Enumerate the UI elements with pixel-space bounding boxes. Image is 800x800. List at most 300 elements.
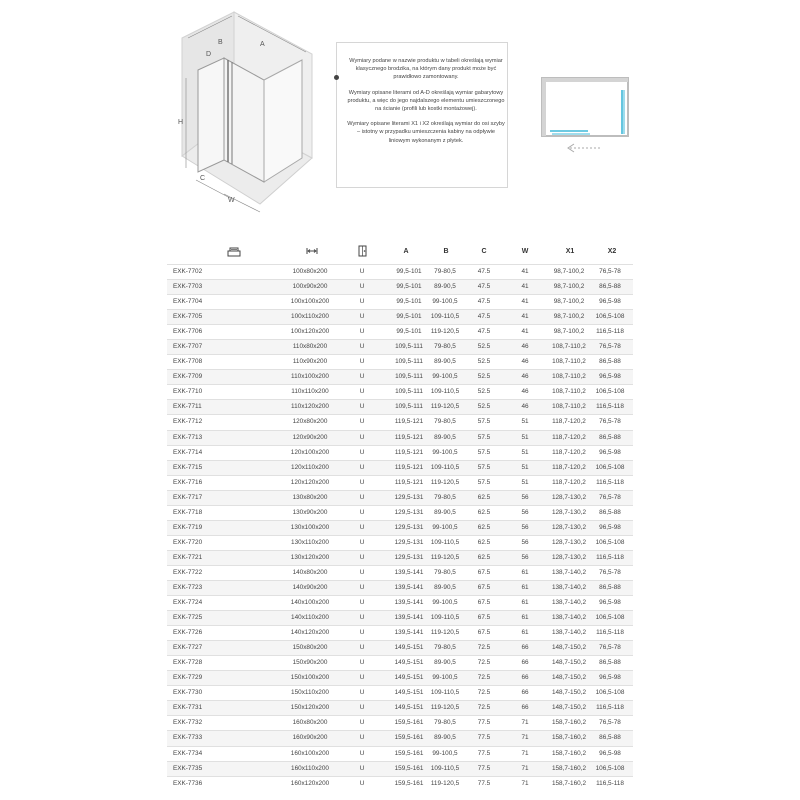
- dim-x2-cell: 116,5-118: [596, 478, 624, 486]
- door-type-cell: U: [359, 493, 365, 501]
- door-type-cell: U: [359, 433, 365, 441]
- dim-b-cell: 89-90,5: [434, 433, 456, 441]
- table-row: [167, 324, 633, 339]
- dim-c-cell: 57.5: [477, 418, 491, 426]
- dim-x2-cell: 106,5-108: [595, 463, 625, 471]
- tray-dimensions-cell: 160x110x200: [291, 764, 329, 772]
- dim-c-cell: 52.5: [477, 358, 491, 366]
- dim-b-cell: 119-120,5: [430, 704, 460, 712]
- notes-text: [347, 57, 505, 152]
- door-type-cell: U: [359, 719, 365, 727]
- tray-dimensions-cell: 160x90x200: [292, 734, 328, 742]
- dim-w-cell: 61: [521, 583, 529, 591]
- dim-c-cell: 52.5: [477, 343, 491, 351]
- door-type-cell: U: [359, 644, 365, 652]
- table-header: [167, 238, 633, 264]
- product-code-cell: EXK-7704: [173, 298, 203, 306]
- dim-c-cell: 67.5: [477, 583, 491, 591]
- dim-w-cell: 56: [521, 493, 529, 501]
- door-type-cell: U: [359, 614, 365, 622]
- tray-dimensions-cell: 100x100x200: [290, 298, 330, 306]
- dim-x2-cell: 86,5-88: [599, 358, 621, 366]
- dim-b-cell: 79-80,5: [434, 493, 456, 501]
- table-row: [167, 670, 633, 685]
- dim-x2-cell: 116,5-118: [596, 779, 624, 787]
- dim-b-cell: 79-80,5: [434, 268, 456, 275]
- dim-a-cell: 159,5-161: [394, 719, 424, 727]
- tray-dimensions-cell: 100x80x200: [292, 268, 328, 275]
- dim-x2-cell: 76,5-78: [599, 719, 621, 727]
- dim-c-cell: 67.5: [477, 568, 491, 576]
- dim-b-cell: 109-110,5: [430, 388, 460, 396]
- tray-dimensions-cell: 100x90x200: [292, 283, 328, 291]
- door-type-cell: U: [359, 659, 365, 667]
- dim-c-cell: 72.5: [477, 674, 491, 682]
- dim-a-cell: 159,5-161: [394, 749, 424, 757]
- dim-a-cell: 159,5-161: [394, 779, 424, 787]
- dim-c-cell: 72.5: [477, 644, 491, 652]
- header-x1: X1: [565, 247, 575, 255]
- dim-x1-cell: 158,7-160,2: [551, 764, 587, 772]
- dim-label-c: C: [200, 175, 206, 182]
- shower-enclosure-isometric-diagram: [172, 8, 322, 216]
- dim-a-cell: 149,5-151: [394, 674, 424, 682]
- dim-x1-cell: 118,7-120,2: [552, 478, 586, 486]
- dim-w-cell: 46: [521, 403, 529, 411]
- dim-c-cell: 47.5: [477, 328, 491, 336]
- shower-tray-icon: [227, 246, 241, 257]
- door-type-cell: U: [359, 463, 365, 471]
- table-row: [167, 685, 633, 700]
- tray-dimensions-cell: 130x80x200: [292, 493, 328, 501]
- dim-x2-cell: 116,5-118: [596, 328, 624, 336]
- dim-x2-cell: 76,5-78: [599, 268, 621, 275]
- table-row: [167, 505, 633, 520]
- dim-w-cell: 66: [521, 674, 529, 682]
- dim-a-cell: 119,5-121: [394, 433, 424, 441]
- dim-x1-cell: 118,7-120,2: [552, 418, 586, 426]
- door-type-cell: U: [359, 508, 365, 516]
- dim-a-cell: 109,5-111: [395, 343, 423, 351]
- product-code-cell: EXK-7724: [173, 599, 203, 607]
- table-row: [167, 399, 633, 414]
- table-row: [167, 430, 633, 445]
- door-type-cell: U: [359, 478, 365, 486]
- dim-w-cell: 61: [521, 614, 529, 622]
- table-row: [167, 460, 633, 475]
- dim-b-cell: 99-100,5: [432, 373, 458, 381]
- dim-c-cell: 67.5: [477, 599, 491, 607]
- table-row: [167, 339, 633, 354]
- dim-b-cell: 109-110,5: [430, 614, 460, 622]
- dim-x1-cell: 128,7-130,2: [551, 553, 587, 561]
- product-code-cell: EXK-7722: [173, 568, 203, 576]
- dim-a-cell: 119,5-121: [394, 478, 424, 486]
- door-type-cell: U: [359, 568, 365, 576]
- table-row: [167, 715, 633, 730]
- tray-dimensions-cell: 100x120x200: [290, 328, 330, 336]
- door-type-cell: U: [359, 268, 365, 275]
- dim-b-cell: 89-90,5: [434, 508, 456, 516]
- dim-w-cell: 66: [521, 689, 529, 697]
- dim-b-cell: 119-120,5: [430, 478, 460, 486]
- dim-w-cell: 41: [521, 268, 529, 275]
- product-code-cell: EXK-7729: [173, 674, 203, 682]
- dim-label-a: A: [260, 41, 265, 48]
- dimensions-table-body: [167, 264, 633, 791]
- dim-w-cell: 66: [521, 704, 529, 712]
- dim-x1-cell: 98,7-100,2: [553, 283, 585, 291]
- product-code-cell: EXK-7732: [173, 719, 203, 727]
- dim-x2-cell: 76,5-78: [599, 644, 621, 652]
- table-row: [167, 700, 633, 715]
- dim-x1-cell: 98,7-100,2: [553, 298, 585, 306]
- dim-c-cell: 47.5: [477, 298, 491, 306]
- dim-a-cell: 99,5-101: [396, 328, 422, 336]
- dim-b-cell: 99-100,5: [432, 674, 458, 682]
- product-code-cell: EXK-7735: [173, 764, 203, 772]
- door-type-cell: U: [359, 373, 365, 381]
- table-row: [167, 565, 633, 580]
- door-type-cell: U: [359, 629, 365, 637]
- dim-a-cell: 149,5-151: [394, 659, 424, 667]
- dim-w-cell: 71: [521, 734, 529, 742]
- dim-w-cell: 41: [521, 328, 529, 336]
- note-overall-dimensions: Wymiary opisane literami od A-D określają wymiar gabarytowy produktu, a więc do jego najdalszego elementu umieszczonego na ścianie (profili lub kostki montażowej).: [347, 89, 505, 113]
- tray-dimensions-cell: 150x110x200: [291, 689, 329, 697]
- header-x2: X2: [607, 247, 617, 255]
- dim-x1-cell: 138,7-140,2: [551, 629, 587, 637]
- dim-x2-cell: 96,5-98: [599, 298, 621, 306]
- dim-c-cell: 62.5: [477, 523, 491, 531]
- product-code-cell: EXK-7702: [173, 268, 203, 275]
- dim-c-cell: 67.5: [477, 614, 491, 622]
- dim-x1-cell: 148,7-150,2: [551, 689, 587, 697]
- dim-a-cell: 139,5-141: [394, 629, 424, 637]
- product-code-cell: EXK-7706: [173, 328, 203, 336]
- dim-x1-cell: 158,7-160,2: [551, 749, 587, 757]
- table-row: [167, 610, 633, 625]
- dim-a-cell: 149,5-151: [394, 689, 424, 697]
- dim-c-cell: 62.5: [477, 508, 491, 516]
- tray-dimensions-cell: 110x100x200: [291, 373, 329, 381]
- table-row: [167, 595, 633, 610]
- dim-a-cell: 129,5-131: [394, 493, 424, 501]
- dim-a-cell: 99,5-101: [396, 313, 422, 321]
- dim-x2-cell: 76,5-78: [599, 343, 621, 351]
- dim-c-cell: 57.5: [477, 463, 491, 471]
- tray-dimensions-cell: 130x110x200: [291, 538, 329, 546]
- dim-x2-cell: 116,5-118: [596, 629, 624, 637]
- tray-dimensions-cell: 160x100x200: [290, 749, 330, 757]
- product-code-cell: EXK-7703: [173, 283, 203, 291]
- dim-c-cell: 72.5: [477, 689, 491, 697]
- dim-w-cell: 41: [521, 298, 529, 306]
- dim-a-cell: 119,5-121: [394, 418, 424, 426]
- dim-b-cell: 79-80,5: [434, 719, 456, 727]
- product-code-cell: EXK-7716: [173, 478, 203, 486]
- dim-c-cell: 72.5: [477, 659, 491, 667]
- dim-b-cell: 89-90,5: [434, 283, 456, 291]
- table-row: [167, 445, 633, 460]
- table-row: [167, 414, 633, 429]
- product-code-cell: EXK-7723: [173, 583, 203, 591]
- door-icon: [358, 245, 367, 257]
- dim-b-cell: 109-110,5: [430, 463, 460, 471]
- product-code-cell: EXK-7721: [173, 553, 203, 561]
- dim-w-cell: 56: [521, 538, 529, 546]
- dim-x2-cell: 76,5-78: [599, 493, 621, 501]
- dim-w-cell: 41: [521, 313, 529, 321]
- dim-a-cell: 139,5-141: [394, 599, 424, 607]
- dim-b-cell: 89-90,5: [434, 659, 456, 667]
- product-code-cell: EXK-7719: [173, 523, 203, 531]
- tray-dimensions-cell: 110x120x200: [291, 403, 329, 411]
- product-code-cell: EXK-7728: [173, 659, 203, 667]
- dim-x1-cell: 158,7-160,2: [551, 734, 587, 742]
- dim-a-cell: 109,5-111: [395, 403, 423, 411]
- dim-x2-cell: 86,5-88: [599, 583, 621, 591]
- dim-c-cell: 47.5: [477, 268, 491, 275]
- dim-c-cell: 52.5: [477, 403, 491, 411]
- door-type-cell: U: [359, 448, 365, 456]
- door-type-cell: U: [359, 388, 365, 396]
- tray-dimensions-cell: 150x90x200: [292, 659, 328, 667]
- dim-x1-cell: 128,7-130,2: [551, 538, 587, 546]
- dim-x1-cell: 98,7-100,2: [553, 328, 585, 336]
- table-row: [167, 550, 633, 565]
- tray-dimensions-cell: 130x90x200: [292, 508, 328, 516]
- dim-x1-cell: 148,7-150,2: [551, 659, 587, 667]
- dim-a-cell: 109,5-111: [395, 373, 423, 381]
- dim-x1-cell: 108,7-110,2: [552, 358, 586, 366]
- door-type-cell: U: [359, 283, 365, 291]
- dim-b-cell: 99-100,5: [432, 298, 458, 306]
- dim-b-cell: 89-90,5: [434, 358, 456, 366]
- tray-dimensions-cell: 150x100x200: [290, 674, 330, 682]
- dim-a-cell: 129,5-131: [394, 538, 424, 546]
- dim-x1-cell: 138,7-140,2: [551, 599, 587, 607]
- door-type-cell: U: [359, 538, 365, 546]
- dim-b-cell: 109-110,5: [430, 313, 460, 321]
- top-view-plan-diagram: [540, 76, 632, 158]
- dim-b-cell: 109-110,5: [430, 764, 460, 772]
- dim-x1-cell: 138,7-140,2: [551, 614, 587, 622]
- door-type-cell: U: [359, 553, 365, 561]
- door-type-cell: U: [359, 343, 365, 351]
- dim-label-d: D: [206, 51, 212, 58]
- dim-b-cell: 119-120,5: [430, 779, 460, 787]
- door-type-cell: U: [359, 403, 365, 411]
- tray-dimensions-cell: 120x120x200: [290, 478, 330, 486]
- dim-x2-cell: 86,5-88: [599, 433, 621, 441]
- dim-b-cell: 89-90,5: [434, 583, 456, 591]
- product-code-cell: EXK-7715: [173, 463, 203, 471]
- tray-dimensions-cell: 140x100x200: [290, 599, 330, 607]
- product-code-cell: EXK-7712: [173, 418, 203, 426]
- door-type-cell: U: [359, 358, 365, 366]
- dim-a-cell: 149,5-151: [394, 704, 424, 712]
- dim-c-cell: 52.5: [477, 373, 491, 381]
- tray-dimensions-cell: 140x120x200: [290, 629, 330, 637]
- dim-x2-cell: 116,5-118: [596, 704, 624, 712]
- header-dimensions-col: [297, 238, 327, 264]
- door-type-cell: U: [359, 418, 365, 426]
- product-code-cell: EXK-7709: [173, 373, 203, 381]
- dim-w-cell: 51: [521, 418, 529, 426]
- product-code-cell: EXK-7718: [173, 508, 203, 516]
- dim-x2-cell: 96,5-98: [599, 373, 621, 381]
- tray-dimensions-cell: 150x80x200: [292, 644, 328, 652]
- product-code-cell: EXK-7710: [173, 388, 203, 396]
- door-type-cell: U: [359, 749, 365, 757]
- dim-c-cell: 47.5: [477, 313, 491, 321]
- bullet-marker-icon: [334, 75, 339, 80]
- dim-a-cell: 99,5-101: [396, 298, 422, 306]
- table-row: [167, 294, 633, 309]
- product-code-cell: EXK-7714: [173, 448, 203, 456]
- dim-x2-cell: 96,5-98: [599, 523, 621, 531]
- door-type-cell: U: [359, 764, 365, 772]
- table-row: [167, 475, 633, 490]
- dim-w-cell: 71: [521, 749, 529, 757]
- dim-b-cell: 79-80,5: [434, 418, 456, 426]
- dim-b-cell: 89-90,5: [434, 734, 456, 742]
- product-code-cell: EXK-7734: [173, 749, 203, 757]
- tray-dimensions-cell: 140x80x200: [292, 568, 328, 576]
- tray-dimensions-cell: 100x110x200: [291, 313, 329, 321]
- tray-dimensions-cell: 140x90x200: [292, 583, 328, 591]
- dim-b-cell: 79-80,5: [434, 568, 456, 576]
- table-row: [167, 730, 633, 745]
- table-row: [167, 580, 633, 595]
- door-type-cell: U: [359, 523, 365, 531]
- door-type-cell: U: [359, 734, 365, 742]
- dim-a-cell: 129,5-131: [394, 553, 424, 561]
- table-row: [167, 761, 633, 776]
- dim-w-cell: 46: [521, 343, 529, 351]
- dim-w-cell: 46: [521, 358, 529, 366]
- dim-w-cell: 66: [521, 644, 529, 652]
- dim-a-cell: 99,5-101: [396, 268, 422, 275]
- dim-x1-cell: 128,7-130,2: [551, 508, 587, 516]
- dim-c-cell: 67.5: [477, 629, 491, 637]
- dim-b-cell: 119-120,5: [430, 553, 460, 561]
- dim-x2-cell: 106,5-108: [595, 538, 625, 546]
- dim-x1-cell: 138,7-140,2: [551, 568, 587, 576]
- tray-dimensions-cell: 120x90x200: [292, 433, 328, 441]
- product-code-cell: EXK-7705: [173, 313, 203, 321]
- dim-w-cell: 41: [521, 283, 529, 291]
- dim-x2-cell: 106,5-108: [595, 689, 625, 697]
- door-type-cell: U: [359, 674, 365, 682]
- dim-x1-cell: 118,7-120,2: [552, 433, 586, 441]
- dim-w-cell: 66: [521, 659, 529, 667]
- tray-dimensions-cell: 110x90x200: [292, 358, 328, 366]
- dim-b-cell: 99-100,5: [432, 749, 458, 757]
- dim-w-cell: 46: [521, 373, 529, 381]
- dim-a-cell: 129,5-131: [394, 523, 424, 531]
- table-row: [167, 746, 633, 761]
- dim-w-cell: 56: [521, 508, 529, 516]
- dim-a-cell: 139,5-141: [394, 583, 424, 591]
- dim-b-cell: 109-110,5: [430, 538, 460, 546]
- product-code-cell: EXK-7730: [173, 689, 203, 697]
- table-row: [167, 354, 633, 369]
- dim-x2-cell: 76,5-78: [599, 568, 621, 576]
- product-code-cell: EXK-7708: [173, 358, 203, 366]
- dim-x2-cell: 76,5-78: [599, 418, 621, 426]
- dim-x2-cell: 106,5-108: [595, 313, 625, 321]
- dim-b-cell: 79-80,5: [434, 644, 456, 652]
- dim-w-cell: 61: [521, 599, 529, 607]
- header-c: C: [481, 247, 487, 255]
- product-code-cell: EXK-7733: [173, 734, 203, 742]
- dim-w-cell: 71: [521, 779, 529, 787]
- dim-a-cell: 109,5-111: [395, 358, 423, 366]
- table-row: [167, 264, 633, 279]
- dim-label-b: B: [218, 39, 223, 46]
- product-code-cell: EXK-7731: [173, 704, 203, 712]
- header-door-type-col: [347, 238, 377, 264]
- dim-c-cell: 62.5: [477, 538, 491, 546]
- dim-x2-cell: 116,5-118: [596, 553, 624, 561]
- dim-b-cell: 119-120,5: [430, 403, 460, 411]
- dim-a-cell: 129,5-131: [394, 508, 424, 516]
- dim-a-cell: 109,5-111: [395, 388, 423, 396]
- door-type-cell: U: [359, 313, 365, 321]
- dim-c-cell: 77.5: [477, 719, 491, 727]
- dim-w-cell: 61: [521, 568, 529, 576]
- dim-c-cell: 52.5: [477, 388, 491, 396]
- door-type-cell: U: [359, 599, 365, 607]
- door-type-cell: U: [359, 779, 365, 787]
- tray-dimensions-cell: 120x80x200: [292, 418, 328, 426]
- table-row: [167, 490, 633, 505]
- dim-x1-cell: 158,7-160,2: [551, 779, 587, 787]
- door-type-cell: U: [359, 689, 365, 697]
- table-row: [167, 309, 633, 324]
- dim-x2-cell: 96,5-98: [599, 749, 621, 757]
- tray-dimensions-cell: 120x110x200: [291, 463, 329, 471]
- table-row: [167, 640, 633, 655]
- tray-dimensions-cell: 140x110x200: [291, 614, 329, 622]
- dim-w-cell: 56: [521, 523, 529, 531]
- product-code-cell: EXK-7713: [173, 433, 203, 441]
- dim-w-cell: 56: [521, 553, 529, 561]
- dim-b-cell: 79-80,5: [434, 343, 456, 351]
- product-code-cell: EXK-7711: [173, 403, 202, 411]
- dim-b-cell: 99-100,5: [432, 523, 458, 531]
- tray-dimensions-cell: 110x80x200: [292, 343, 328, 351]
- table-row: [167, 520, 633, 535]
- dim-x1-cell: 148,7-150,2: [551, 674, 587, 682]
- dim-w-cell: 51: [521, 433, 529, 441]
- note-tray-dimensions: Wymiary podane w nazwie produktu w tabeli określają wymiar klasycznego brodzika, na którym dany produkt może być prawidłowo zamontowany.: [349, 58, 503, 81]
- dim-c-cell: 77.5: [477, 734, 491, 742]
- dim-a-cell: 119,5-121: [394, 448, 424, 456]
- dim-c-cell: 47.5: [477, 283, 491, 291]
- dim-w-cell: 71: [521, 764, 529, 772]
- product-code-cell: EXK-7717: [173, 493, 203, 501]
- dim-w-cell: 46: [521, 388, 529, 396]
- tray-dimensions-cell: 160x120x200: [290, 779, 330, 787]
- dim-x1-cell: 118,7-120,2: [552, 463, 586, 471]
- dim-a-cell: 119,5-121: [394, 463, 424, 471]
- tray-dimensions-cell: 130x120x200: [290, 553, 330, 561]
- header-product-code-col: [221, 238, 247, 264]
- dim-label-w: W: [228, 197, 235, 204]
